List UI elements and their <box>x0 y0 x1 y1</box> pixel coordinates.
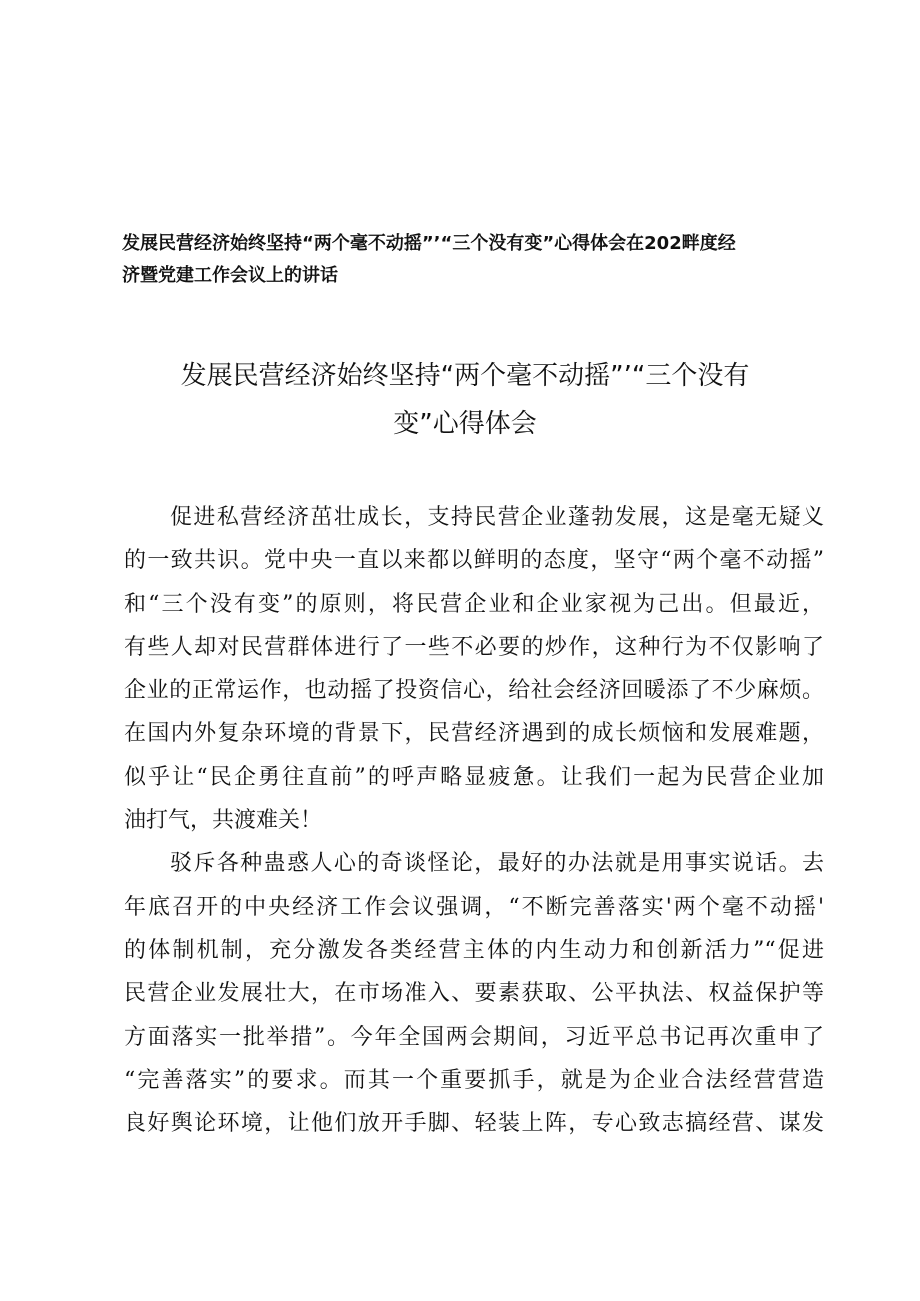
paragraph-line: 企业的正常运作，也动摇了投资信心，给社会经济回暖添了不少麻烦。 <box>124 678 824 704</box>
title-line-1: 发展民营经济始终坚持“两个毫不动摇”’“三个没有 <box>180 361 750 391</box>
paragraph-line: “完善落实”的要求。而其一个重要抓手，就是为企业合法经营营造 <box>124 1067 824 1093</box>
paragraph-line: 在国内外复杂环境的背景下，民营经济遇到的成长烦恼和发展难题， <box>124 721 824 747</box>
paragraph-line: 和“三个没有变”的原则，将民营企业和企业家视为己出。但最近， <box>124 591 824 617</box>
paragraph-line: 油打气，共渡难关！ <box>124 808 323 834</box>
document-body <box>124 496 824 1145</box>
paragraph-1 <box>124 496 824 842</box>
paragraph-line: 民营企业发展壮大，在市场准入、要素获取、公平执法、权益保护等 <box>124 981 824 1007</box>
header-line-2: 济暨党建工作会议上的讲话 <box>122 265 338 286</box>
paragraph-line: 的一致共识。党中央一直以来都以鲜明的态度，坚守“两个毫不动摇” <box>124 548 824 574</box>
paragraph-line: 促进私营经济茁壮成长，支持民营企业蓬勃发展，这是毫无疑义 <box>170 505 824 530</box>
paragraph-2 <box>124 842 824 1145</box>
paragraph-line: 良好舆论环境，让他们放开手脚、轻装上阵，专心致志搞经营、谋发 <box>124 1111 824 1137</box>
paragraph-line: 方面落实一批举措”。今年全国两会期间，习近平总书记再次重申了 <box>124 1024 824 1050</box>
header-line-1: 发展民营经济始终坚持“两个毫不动摇”’“三个没有变”心得体会在202畔度经 <box>122 233 736 254</box>
title-line-2: 变”心得体会 <box>393 409 537 439</box>
paragraph-line: 似乎让“民企勇往直前”的呼声略显疲惫。让我们一起为民营企业加 <box>124 764 824 790</box>
paragraph-line: 年底召开的中央经济工作会议强调，“不断完善落实'两个毫不动摇' <box>124 894 824 920</box>
paragraph-line: 驳斥各种蛊惑人心的奇谈怪论，最好的办法就是用事实说话。去 <box>170 851 824 877</box>
document-title <box>120 352 810 448</box>
paragraph-line: 有些人却对民营群体进行了一些不必要的炒作，这种行为不仅影响了 <box>124 634 824 660</box>
paragraph-line: 的体制机制，充分激发各类经营主体的内生动力和创新活力”“促进 <box>124 937 824 963</box>
document-header <box>122 228 802 292</box>
